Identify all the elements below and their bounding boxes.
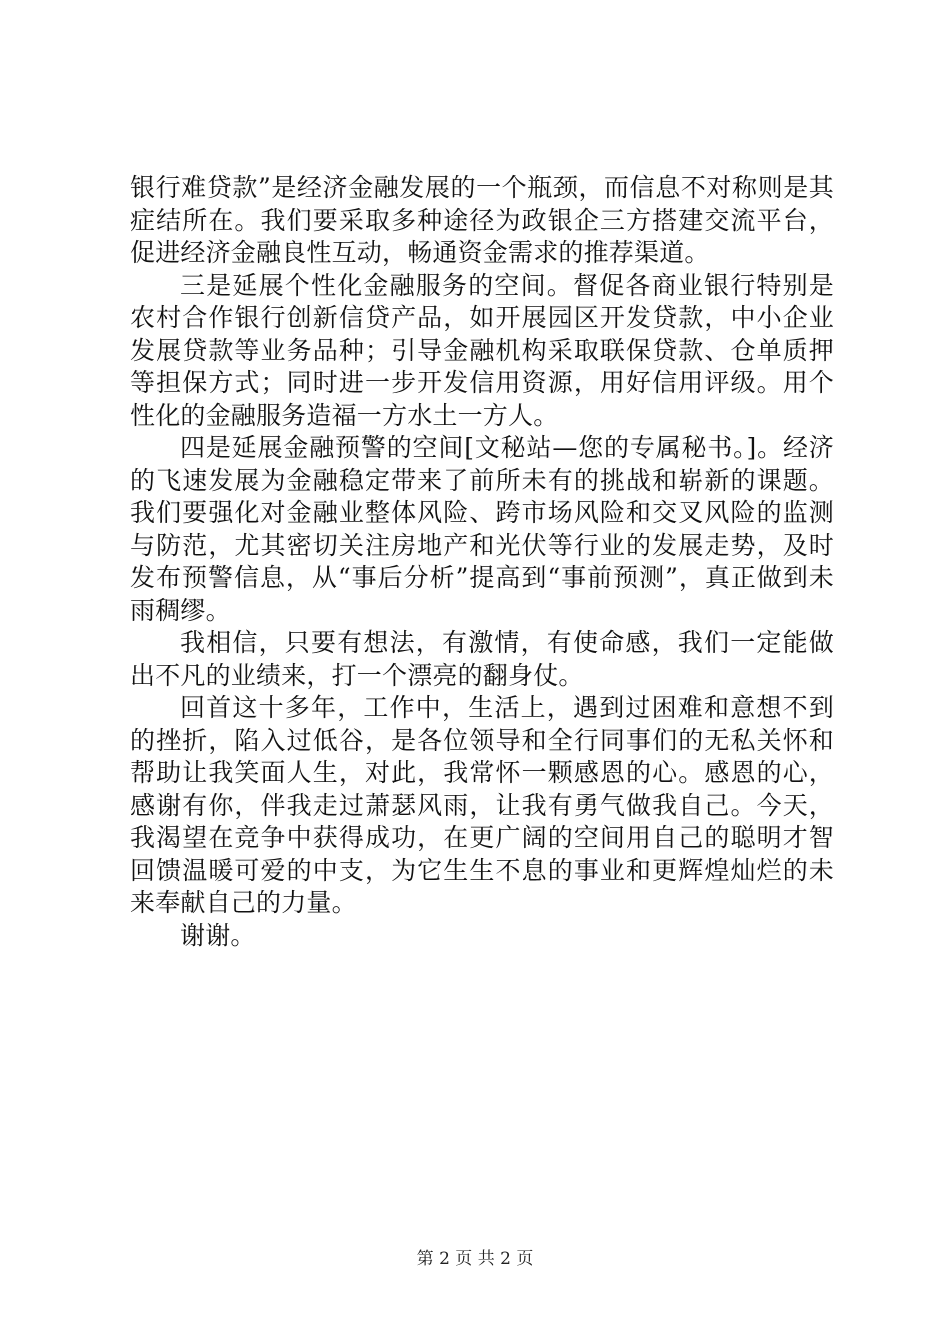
paragraph-thanks: 谢谢。: [180, 920, 256, 950]
paragraph-personalized-services: 三是延展个性化金融服务的空间。督促各商业银行特别是农村合作银行创新信贷产品，如开展园区开发贷款，中小企业发展贷款等业务品种；引导金融机构采取联保贷款、仓单质押等担保方式；同时进一步开发信用资源，用好信用评级。用个性化的金融服务造福一方水土一方人。: [130, 270, 834, 430]
paragraph-reflection: 回首这十多年，工作中，生活上，遇到过困难和意想不到的挫折，陷入过低谷，是各位领导和全行同事们的无私关怀和帮助让我笑面人生，对此，我常怀一颗感恩的心。感恩的心，感谢有你，伴我走过萧瑟风雨，让我有勇气做我自己。今天，我渴望在竞争中获得成功，在更广阔的空间用自己的聪明才智回馈温暖可爱的中支，为它生生不息的事业和更辉煌灿烂的未来奉献自己的力量。: [130, 693, 834, 917]
document-body: [130, 172, 834, 952]
paragraph-continuation: 银行难贷款”是经济金融发展的一个瓶颈，而信息不对称则是其症结所在。我们要采取多种途径为政银企三方搭建交流平台，促进经济金融良性互动，畅通资金需求的推荐渠道。: [130, 173, 834, 267]
page-number-footer: 第 2 页 共 2 页: [416, 1249, 534, 1269]
paragraph-belief: 我相信，只要有想法，有激情，有使命感，我们一定能做出不凡的业绩来，打一个漂亮的翻身仗。: [130, 628, 834, 690]
paragraph-financial-warning: 四是延展金融预警的空间[文秘站—您的专属秘书。]。经济的飞速发展为金融稳定带来了前所未有的挑战和崭新的课题。我们要强化对金融业整体风险、跨市场风险和交叉风险的监测与防范，尤其密切关注房地产和光伏等行业的发展走势，及时发布预警信息，从“事后分析”提高到“事前预测”，真正做到未雨稠缪。: [130, 433, 834, 625]
